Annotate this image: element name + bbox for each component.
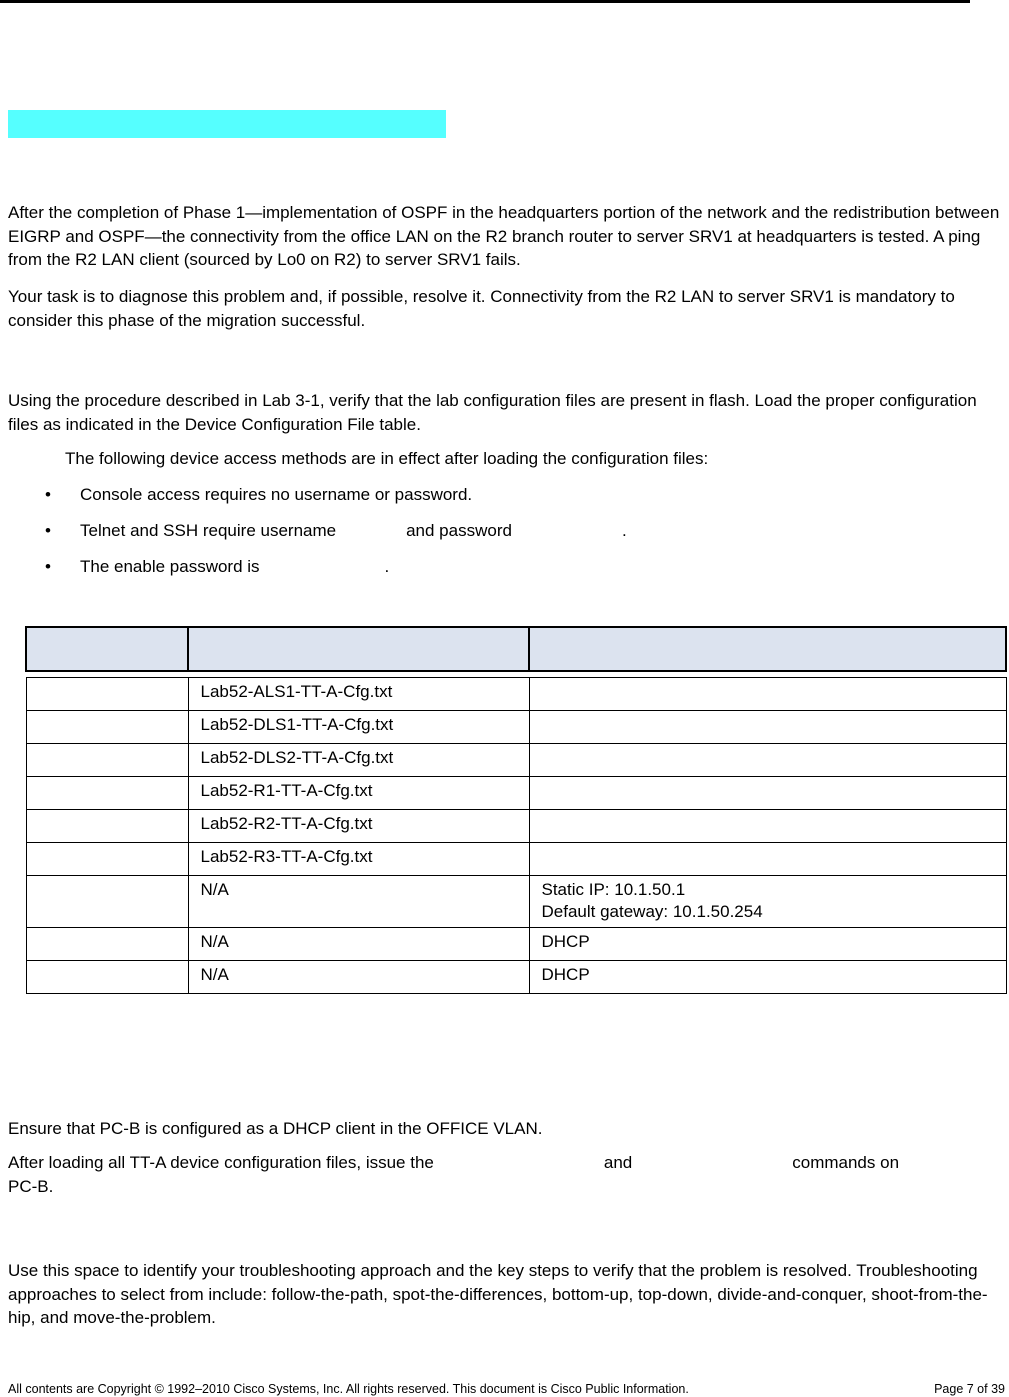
approach-paragraph: Use this space to identify your troubleshooting approach and the key steps to verify that the problem is resolved. Troubleshooting approaches to select from include: follow-the-path, spot-the-differences, bottom-up, top-down, divide-and-conquer, shoot-from-the-hip, and move-the-problem. xyxy=(8,1261,988,1327)
bullet-icon: • xyxy=(45,557,51,576)
header-cell xyxy=(529,627,1006,671)
pcb-paragraph-2: After loading all TT-A device configuration files, issue the and commands on PC-B. xyxy=(8,1153,900,1196)
page-number: Page 7 of 39 xyxy=(934,1382,1005,1396)
header-cell xyxy=(26,627,188,671)
table-row: Lab52-DLS1-TT-A-Cfg.txt xyxy=(26,711,1006,744)
copyright-footer: All contents are Copyright © 1992–2010 Cisco Systems, Inc. All rights reserved. This document is Cisco Public Information. xyxy=(8,1382,689,1396)
access-note: The following device access methods are in effect after loading the configuration files: xyxy=(65,449,709,468)
pcb-paragraph-1: Ensure that PC-B is configured as a DHCP client in the OFFICE VLAN. xyxy=(8,1119,543,1138)
bullet-icon: • xyxy=(45,521,51,540)
intro-paragraph-2: Your task is to diagnose this problem and, if possible, resolve it. Connectivity from the R2 LAN to server SRV1 is mandatory to consider this phase of the migration successful. xyxy=(8,287,955,330)
table-header-row xyxy=(26,627,1006,671)
load-paragraph: Using the procedure described in Lab 3-1, verify that the lab configuration files are present in flash. Load the proper configuration files as indicated in the Device Configuration File table. xyxy=(8,391,977,434)
table-row: Lab52-R3-TT-A-Cfg.txt xyxy=(26,843,1006,876)
table-row: N/A Static IP: 10.1.50.1 Default gateway: 10.1.50.254 xyxy=(26,876,1006,928)
table-row: Lab52-ALS1-TT-A-Cfg.txt xyxy=(26,678,1006,711)
table-row: Lab52-R2-TT-A-Cfg.txt xyxy=(26,810,1006,843)
highlighted-heading-bar xyxy=(8,110,446,138)
table-row: Lab52-DLS2-TT-A-Cfg.txt xyxy=(26,744,1006,777)
header-cell xyxy=(188,627,529,671)
bullet-icon: • xyxy=(45,485,51,504)
table-row: N/A DHCP xyxy=(26,928,1006,961)
table-row: Lab52-R1-TT-A-Cfg.txt xyxy=(26,777,1006,810)
top-rule xyxy=(0,0,970,3)
device-config-table xyxy=(25,626,1007,994)
intro-paragraph-1: After the completion of Phase 1—implementation of OSPF in the headquarters portion of the network and the redistribution between EIGRP and OSPF—the connectivity from the office LAN on the R2 branch router to server SRV1 at headquarters is tested. A ping from the R2 LAN client (sourced by Lo0 on R2) to server SRV1 fails. xyxy=(8,203,1000,269)
table-row: N/A DHCP xyxy=(26,961,1006,994)
